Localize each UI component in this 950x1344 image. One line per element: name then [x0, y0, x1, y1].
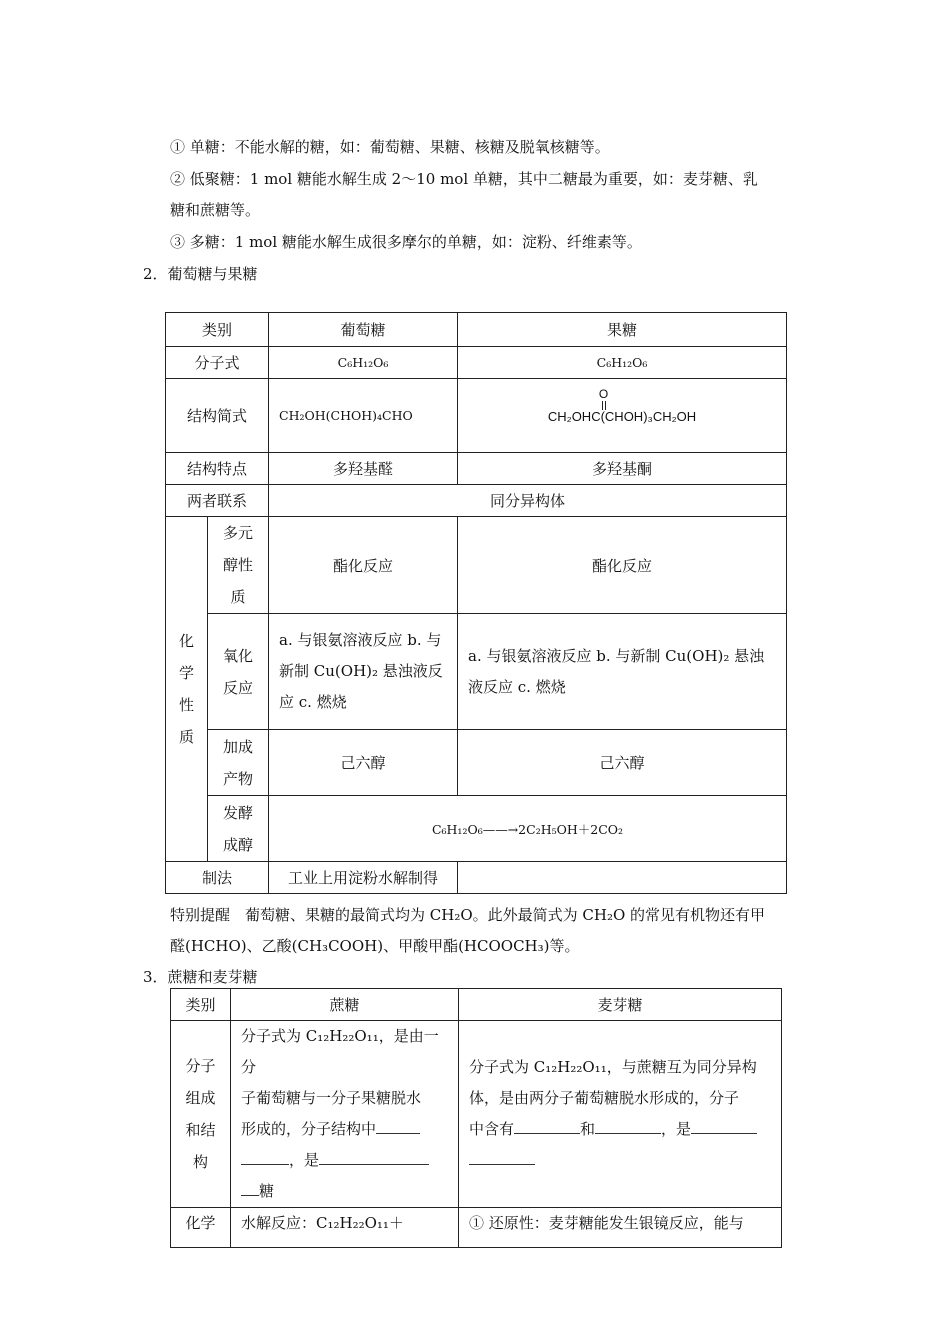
row-formula-label: 分子式 — [166, 347, 269, 379]
maltose-blank-2[interactable] — [595, 1121, 661, 1134]
glucose-formula: C₆H₁₂O₆ — [269, 347, 458, 379]
sub-oxidation-label: 氧化 反应 — [208, 614, 269, 730]
maltose-blank-3[interactable] — [691, 1121, 757, 1134]
header-category: 类别 — [166, 313, 269, 347]
ferment-equation: C₆H₁₂O₆——→2C₂H₅OH＋2CO₂ — [269, 796, 787, 862]
header-sucrose: 蔗糖 — [231, 989, 459, 1021]
sub-addition-label: 加成 产物 — [208, 730, 269, 796]
sub-alcohol-label: 多元 醇性 质 — [208, 517, 269, 614]
oxidation-glucose: a. 与银氨溶液反应 b. 与 新制 Cu(OH)₂ 悬浊液反 应 c. 燃烧 — [269, 614, 458, 730]
row-chem-label: 化学 — [171, 1208, 231, 1248]
intro-polysaccharide: ③ 多糖：1 mol 糖能水解生成很多摩尔的单糖，如：淀粉、纤维素等。 — [170, 233, 642, 251]
prep-glucose: 工业上用淀粉水解制得 — [269, 862, 458, 894]
glucose-feature: 多羟基醛 — [269, 453, 458, 485]
sucrose-blank-1[interactable] — [376, 1121, 420, 1134]
header-category-2: 类别 — [171, 989, 231, 1021]
row-relation-label: 两者联系 — [166, 485, 269, 517]
row-feature-label: 结构特点 — [166, 453, 269, 485]
glucose-fructose-table — [165, 312, 787, 894]
maltose-blank-3-cont[interactable] — [469, 1152, 535, 1165]
sub-ferment-label: 发酵 成醇 — [208, 796, 269, 862]
sucrose-composition: 分子式为 C₁₂H₂₂O₁₁，是由一分 子葡萄糖与一分子果糖脱水 形成的，分子结构中 ，是 糖 — [231, 1021, 459, 1208]
section3-heading: 3．蔗糖和麦芽糖 — [143, 968, 258, 986]
fructose-structure-formula — [547, 386, 697, 424]
chemical-properties-label: 化 学 性 质 — [166, 517, 208, 862]
intro-monosaccharide: ① 单糖：不能水解的糖，如：葡萄糖、果糖、核糖及脱氧核糖等。 — [170, 138, 610, 156]
alcohol-fructose: 酯化反应 — [458, 517, 787, 614]
sucrose-maltose-table — [170, 988, 782, 1248]
addition-fructose: 己六醇 — [458, 730, 787, 796]
sucrose-blank-2[interactable] — [319, 1152, 429, 1165]
relation-value: 同分异构体 — [269, 485, 787, 517]
row-composition-label: 分子 组成 和结 构 — [171, 1021, 231, 1208]
sucrose-chem: 水解反应：C₁₂H₂₂O₁₁＋ — [231, 1208, 459, 1248]
fructose-feature: 多羟基酮 — [458, 453, 787, 485]
note-line-1: 特别提醒 葡萄糖、果糖的最简式均为 CH₂O。此外最简式为 CH₂O 的常见有机物还有甲 — [170, 906, 766, 924]
prep-fructose — [458, 862, 787, 894]
header-fructose: 果糖 — [458, 313, 787, 347]
intro-oligosaccharide-2: 糖和蔗糖等。 — [170, 201, 261, 219]
double-bond-mark — [602, 401, 606, 410]
maltose-blank-1[interactable] — [514, 1121, 580, 1134]
row-prep-label: 制法 — [166, 862, 269, 894]
sucrose-blank-2-cont[interactable] — [241, 1183, 259, 1196]
glucose-structure: CH₂OH(CHOH)₄CHO — [269, 379, 458, 453]
intro-oligosaccharide-1: ② 低聚糖：1 mol 糖能水解生成 2～10 mol 单糖，其中二糖最为重要，如：麦芽糖、乳 — [170, 170, 758, 188]
addition-glucose: 己六醇 — [269, 730, 458, 796]
maltose-composition: 分子式为 C₁₂H₂₂O₁₁，与蔗糖互为同分异构 体，是由两分子葡萄糖脱水形成的，分子 中含有 和 ，是 — [459, 1021, 782, 1208]
section2-heading: 2．葡萄糖与果糖 — [143, 265, 258, 283]
header-glucose: 葡萄糖 — [269, 313, 458, 347]
fructose-structure-text: CH₂OHC(CHOH)₃CH₂OH — [547, 408, 697, 424]
carbonyl-oxygen: O — [598, 386, 609, 401]
maltose-chem: ① 还原性：麦芽糖能发生银镜反应，能与 — [459, 1208, 782, 1248]
note-line-2: 醛(HCHO)、乙酸(CH₃COOH)、甲酸甲酯(HCOOCH₃)等。 — [170, 937, 580, 955]
fructose-formula: C₆H₁₂O₆ — [458, 347, 787, 379]
sucrose-blank-1-cont[interactable] — [241, 1152, 289, 1165]
header-maltose: 麦芽糖 — [459, 989, 782, 1021]
fructose-structure-cell — [458, 379, 787, 453]
alcohol-glucose: 酯化反应 — [269, 517, 458, 614]
row-structure-label: 结构简式 — [166, 379, 269, 453]
oxidation-fructose: a. 与银氨溶液反应 b. 与新制 Cu(OH)₂ 悬浊 液反应 c. 燃烧 — [458, 614, 787, 730]
